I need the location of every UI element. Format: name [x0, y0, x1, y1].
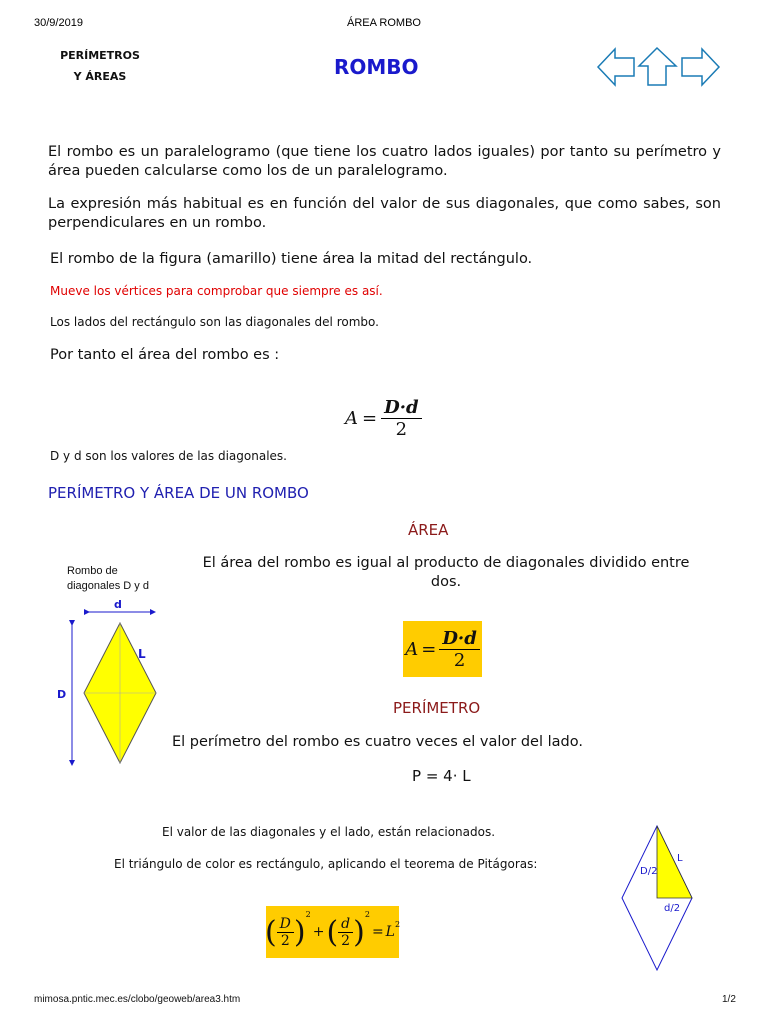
triangle-figure	[618, 822, 698, 974]
pyth-two-2: 2	[341, 932, 351, 949]
arrow-left-icon[interactable]	[598, 49, 634, 85]
intro-paragraph-6: D y d son los valores de las diagonales.	[50, 449, 287, 463]
label-D: D	[57, 688, 67, 701]
pyth-d: d	[338, 916, 353, 933]
pyth-exp-2: 2	[364, 910, 370, 919]
page-url: mimosa.pntic.mec.es/clobo/geoweb/area3.htm	[34, 994, 241, 1005]
label-d2: d/2	[664, 903, 681, 914]
relation-text-2: El triángulo de color es rectángulo, aplicando el teorema de Pitágoras:	[114, 857, 538, 871]
formula-numerator: D·d	[439, 628, 479, 650]
relation-text-1: El valor de las diagonales y el lado, están relacionados.	[162, 825, 496, 839]
pyth-exp-3: 2	[394, 920, 401, 929]
pyth-L: L	[385, 924, 395, 940]
intro-paragraph-1: El rombo es un paralelogramo (que tiene los cuatro lados iguales) por tanto su perímetro y área pueden calcularse como los de un paralelogramo.	[48, 144, 721, 179]
intro-paragraph-3: El rombo de la figura (amarillo) tiene área la mitad del rectángulo.	[50, 251, 533, 267]
figure-caption-line2: diagonales D y d	[67, 580, 149, 592]
label-D2: D/2	[640, 866, 658, 877]
formula-numerator: D·d	[381, 397, 421, 419]
formula-eq: =	[362, 408, 378, 429]
page-title: ROMBO	[334, 55, 419, 79]
page-count: 1/2	[722, 994, 736, 1005]
intro-paragraph-4: Los lados del rectángulo son las diagonales del rombo.	[50, 315, 379, 329]
perimeter-formula: P = 4· L	[412, 767, 471, 785]
nav-line2: Y ÁREAS	[73, 70, 127, 83]
intro-paragraph-2: La expresión más habitual es en función del valor de sus diagonales, que como sabes, son perpendiculares en un rombo.	[48, 196, 721, 231]
perimeter-heading: PERÍMETRO	[393, 699, 481, 717]
pyth-plus: +	[312, 924, 325, 940]
label-L: L	[138, 647, 146, 661]
rhombus-figure	[50, 596, 170, 771]
formula-eq: =	[421, 638, 437, 660]
right-triangle	[657, 826, 692, 898]
arrow-up-icon[interactable]	[639, 48, 676, 85]
section-heading: PERÍMETRO Y ÁREA DE UN ROMBO	[48, 484, 309, 502]
area-heading: ÁREA	[408, 521, 449, 539]
nav-line1: PERÍMETROS	[60, 49, 140, 62]
formula-denominator: 2	[395, 419, 408, 440]
pythagoras-formula-box: ( $\frac{D}{2}$ ) $^2$ + ( $\frac{d}{2}$ ) $^2$ = L $^2$	[266, 906, 399, 958]
print-date: 30/9/2019	[34, 17, 83, 29]
perimeter-text: El perímetro del rombo es cuatro veces el valor del lado.	[172, 734, 583, 750]
red-note: Mueve los vértices para comprobar que siempre es así.	[50, 284, 383, 298]
pyth-exp-1: 2	[305, 910, 311, 919]
tab-title: ÁREA ROMBO	[347, 17, 421, 29]
pyth-D: D	[277, 916, 294, 933]
intro-paragraph-5: Por tanto el área del rombo es :	[50, 347, 280, 363]
area-formula-box	[403, 621, 482, 677]
pyth-eq: =	[371, 924, 384, 940]
formula-lhs: A	[405, 638, 419, 660]
arrow-right-icon[interactable]	[682, 49, 719, 85]
nav-arrows	[596, 46, 722, 88]
label-d: d	[114, 598, 122, 611]
area-formula-intro	[345, 397, 422, 440]
pyth-two-1: 2	[280, 932, 290, 949]
label-L-triangle: L	[677, 853, 683, 864]
nav-perimetros-link[interactable]	[40, 49, 160, 83]
formula-lhs: A	[345, 408, 358, 429]
formula-denominator: 2	[453, 649, 466, 671]
area-text: El área del rombo es igual al producto de diagonales dividido entre dos.	[202, 555, 690, 590]
figure-caption	[67, 564, 149, 594]
figure-caption-line1: Rombo de	[67, 565, 118, 577]
